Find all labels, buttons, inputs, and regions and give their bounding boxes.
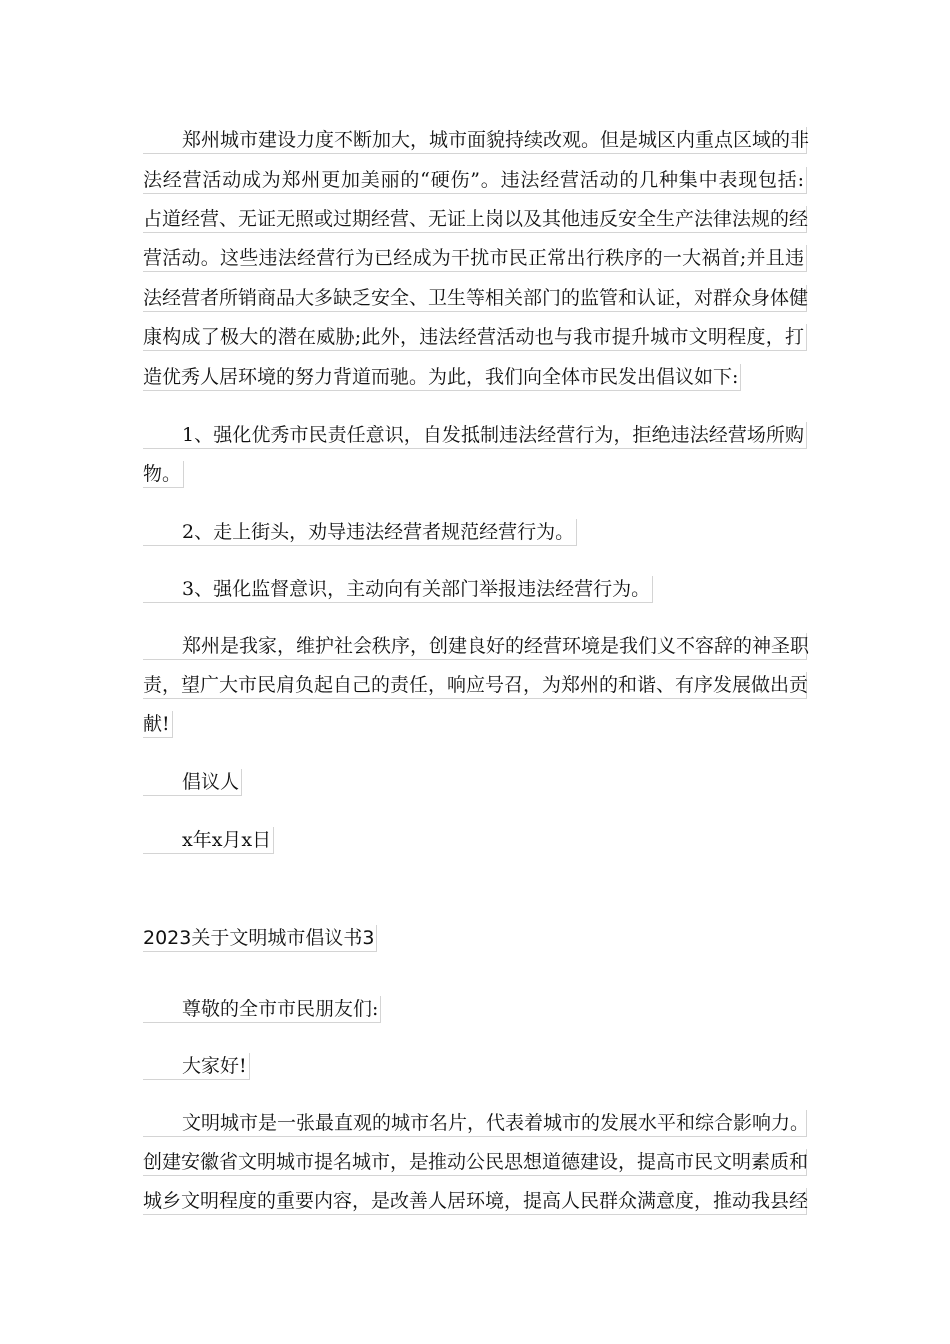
paragraph-1-line-6: 康构成了极大的潜在威胁;此外，违法经营活动也与我市提升城市文明程度，打 bbox=[143, 324, 807, 351]
paragraph-2-line-2: 责，望广大市民肩负起自己的责任，响应号召，为郑州的和谐、有序发展做出贡 bbox=[143, 672, 807, 699]
greeting: 尊敬的全市市民朋友们: bbox=[143, 996, 381, 1023]
hello: 大家好! bbox=[143, 1053, 250, 1080]
section-title: 2023关于文明城市倡议书3 bbox=[143, 925, 377, 952]
paragraph-1-line-7: 造优秀人居环境的努力背道而驰。为此，我们向全体市民发出倡议如下: bbox=[143, 364, 741, 391]
paragraph-3-line-2: 创建安徽省文明城市提名城市，是推动公民思想道德建设，提高市民文明素质和 bbox=[143, 1149, 807, 1176]
paragraph-1-line-2: 法经营活动成为郑州更加美丽的“硬伤”。违法经营活动的几种集中表现包括: bbox=[143, 167, 807, 194]
item-1-line-2: 物。 bbox=[143, 461, 184, 488]
paragraph-1-line-1: 郑州城市建设力度不断加大，城市面貌持续改观。但是城区内重点区域的非 bbox=[143, 127, 807, 154]
item-3: 3、强化监督意识，主动向有关部门举报违法经营行为。 bbox=[143, 576, 653, 603]
paragraph-1-line-4: 营活动。这些违法经营行为已经成为干扰市民正常出行秩序的一大祸首;并且违 bbox=[143, 245, 807, 272]
date: x年x月x日 bbox=[143, 827, 274, 854]
item-2: 2、走上街头，劝导违法经营者规范经营行为。 bbox=[143, 519, 577, 546]
paragraph-2-line-1: 郑州是我家，维护社会秩序，创建良好的经营环境是我们义不容辞的神圣职 bbox=[143, 633, 807, 660]
paragraph-2-line-3: 献! bbox=[143, 711, 173, 738]
paragraph-3-line-3: 城乡文明程度的重要内容，是改善人居环境，提高人民群众满意度，推动我县经 bbox=[143, 1188, 807, 1215]
paragraph-3-line-1: 文明城市是一张最直观的城市名片，代表着城市的发展水平和综合影响力。 bbox=[143, 1110, 807, 1137]
paragraph-1-line-3: 占道经营、无证无照或过期经营、无证上岗以及其他违反安全生产法律法规的经 bbox=[143, 206, 807, 233]
signer: 倡议人 bbox=[143, 769, 242, 796]
item-1-line-1: 1、强化优秀市民责任意识，自发抵制违法经营行为，拒绝违法经营场所购 bbox=[143, 422, 807, 449]
paragraph-1-line-5: 法经营者所销商品大多缺乏安全、卫生等相关部门的监管和认证，对群众身体健 bbox=[143, 285, 807, 312]
